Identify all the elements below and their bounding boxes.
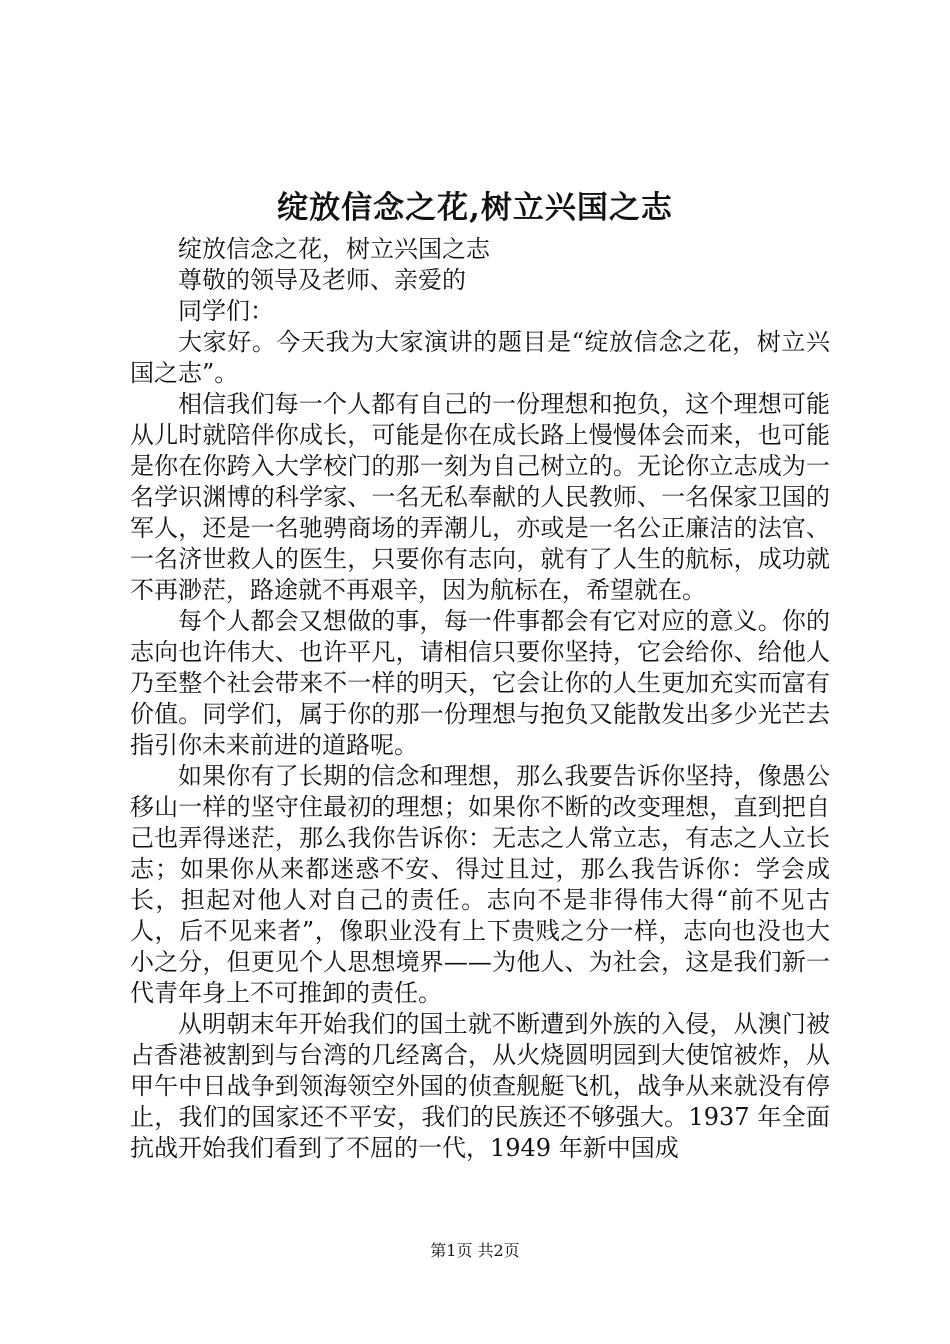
paragraph-meaning: 每个人都会又想做的事，每一件事都会有它对应的意义。你的志向也许伟大、也许平凡，请相信只要你坚持，它会给你、给他人乃至整个社会带来不一样的明天，它会让你的人生更加充实而富有价值。同学们，属于你的那一份理想与抱负又能散发出多少光芒去指引你未来前进的道路呢。 (130, 607, 830, 759)
document-body (130, 234, 830, 1164)
page-number-footer: 第1页 共2页 (430, 1241, 520, 1260)
paragraph-ideals: 相信我们每一个人都有自己的一份理想和抱负，这个理想可能从儿时就陪伴你成长，可能是你在成长路上慢慢体会而来，也可能是你在你跨入大学校门的那一刻为自己树立的。无论你立志成为一名学识渊博的科学家、一名无私奉献的人民教师、一名保家卫国的军人，还是一名驰骋商场的弄潮儿，亦或是一名公正廉洁的法官、一名济世救人的医生，只要你有志向，就有了人生的航标，成功就不再渺茫，路途就不再艰辛，因为航标在，希望就在。 (130, 390, 830, 604)
paragraph-heading-repeat: 绽放信念之花，树立兴国之志 (178, 235, 490, 263)
paragraph-greeting: 大家好。今天我为大家演讲的题目是“绽放信念之花，树立兴国之志”。 (130, 328, 830, 387)
paragraph-persistence: 如果你有了长期的信念和理想，那么我要告诉你坚持，像愚公移山一样的坚守住最初的理想；如果你不断的改变理想，直到把自己也弄得迷茫，那么我你告诉你：无志之人常立志，有志之人立长志；如果你从来都迷惑不安、得过且过，那么我告诉你：学会成长，担起对他人对自己的责任。志向不是非得伟大得“前不见古人，后不见来者”，像职业没有上下贵贱之分一样，志向也没也大小之分，但更见个人思想境界——为他人、为社会，这是我们新一代青年身上不可推卸的责任。 (130, 762, 830, 1007)
document-title: 绽放信念之花,树立兴国之志 (277, 190, 673, 226)
paragraph-salutation-continued: 同学们： (178, 297, 274, 325)
paragraph-salutation: 尊敬的领导及老师、亲爱的 (178, 266, 466, 294)
paragraph-history: 从明朝末年开始我们的国土就不断遭到外族的入侵，从澳门被占香港被割到与台湾的几经离合，从火烧圆明园到大使馆被炸，从甲午中日战争到领海领空外国的侦查舰艇飞机，战争从来就没有停止，我们的国家还不平安，我们的民族还不够强大。1937 年全面抗战开始我们看到了不屈的一代，1949 年新中国成 (130, 1010, 830, 1162)
